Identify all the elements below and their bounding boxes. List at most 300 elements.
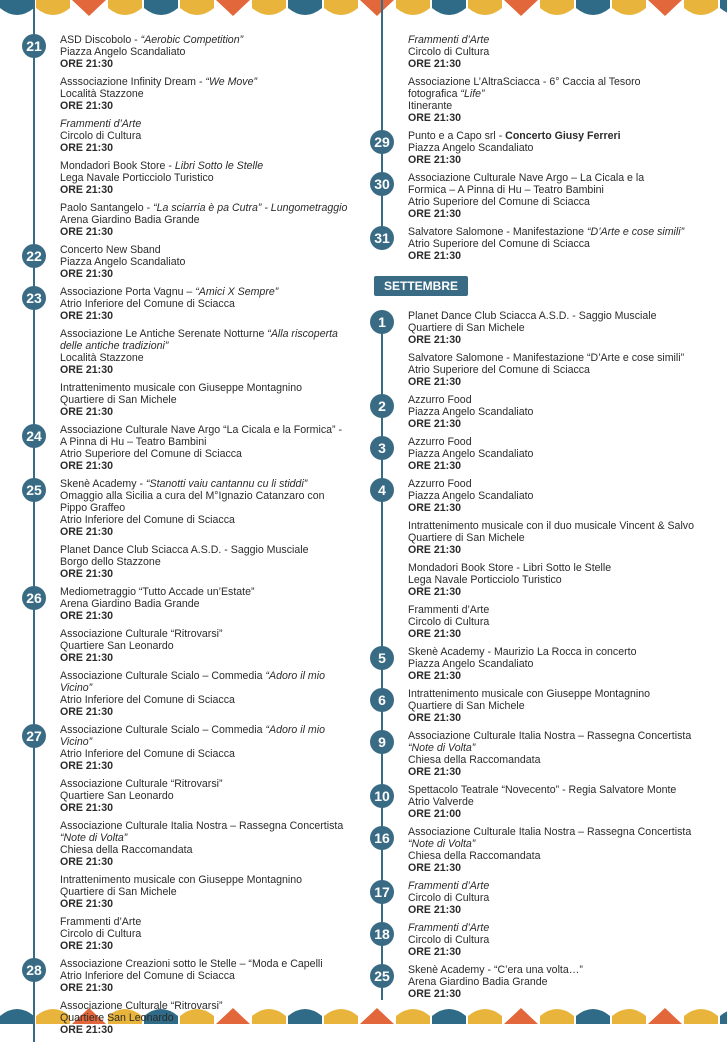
event-line — [408, 436, 710, 448]
event-time: ORE 21:00 — [408, 808, 461, 820]
event-item — [60, 670, 357, 718]
event-time: ORE 21:30 — [408, 766, 461, 778]
event-text: Planet Dance Club Sciacca A.S.D. - Saggio Musciale — [60, 544, 309, 556]
event-line — [60, 832, 357, 844]
event-line — [408, 142, 710, 154]
event-time: ORE 21:30 — [408, 250, 461, 262]
event-line — [60, 820, 357, 832]
event-text: Atrio Inferiore del Comune di Sciacca — [60, 694, 235, 706]
day-number-badge: 1 — [370, 310, 394, 334]
event-item — [60, 34, 357, 70]
event-line — [60, 724, 357, 736]
event-item — [408, 880, 710, 916]
border-shape — [396, 1009, 430, 1024]
border-shape — [540, 1009, 574, 1024]
day-block — [370, 172, 710, 220]
event-time: ORE 21:30 — [60, 1024, 113, 1036]
event-text: “Note di Volta” — [408, 742, 476, 754]
border-shape — [0, 0, 34, 15]
event-text: Circolo di Cultura — [408, 46, 490, 58]
event-item — [408, 76, 710, 124]
event-item — [408, 730, 710, 778]
event-time: ORE 21:30 — [408, 862, 461, 874]
day-block — [22, 34, 357, 238]
day-block — [370, 784, 710, 820]
day-block — [370, 436, 710, 472]
event-line — [408, 574, 710, 586]
event-text: Chiesa della Raccomandata — [408, 754, 541, 766]
event-text: Associazione Culturale Italia Nostra – Rassegna Concertista — [408, 730, 692, 742]
event-text: Frammenti d’Arte — [408, 34, 490, 46]
day-block — [370, 826, 710, 874]
day-block — [22, 586, 357, 718]
event-text: Associazione Culturale “Ritrovarsi” — [60, 1000, 223, 1012]
day-number-badge: 23 — [22, 286, 46, 310]
event-time: ORE 21:30 — [408, 334, 461, 346]
day-number-badge: 25 — [22, 478, 46, 502]
border-shape — [216, 0, 250, 16]
event-time: ORE 21:30 — [408, 58, 461, 70]
event-line — [408, 688, 710, 700]
event-line — [60, 598, 357, 610]
event-text: Libri Sotto le Stelle — [174, 160, 264, 172]
day-number-badge: 26 — [22, 586, 46, 610]
event-line — [408, 478, 710, 490]
event-text: “We Move” — [205, 76, 258, 88]
event-line — [60, 352, 357, 364]
event-time: ORE 21:30 — [408, 628, 461, 640]
event-line — [60, 394, 357, 406]
event-text: Intrattenimento musicale con Giuseppe Montagnino — [60, 382, 303, 394]
event-time: ORE 21:30 — [408, 208, 461, 220]
event-line — [408, 838, 710, 850]
day-number-badge: 25 — [370, 964, 394, 988]
day-number-badge: 30 — [370, 172, 394, 196]
day-block — [370, 34, 710, 124]
event-text: Arena Giardino Badia Grande — [60, 598, 200, 610]
event-item — [408, 922, 710, 958]
event-line — [408, 364, 710, 376]
event-text: Circolo di Cultura — [408, 934, 490, 946]
event-text: Piazza Angelo Scandaliato — [408, 490, 534, 502]
event-text: Associazione Culturale Italia Nostra – Rassegna Concertista — [60, 820, 344, 832]
event-item — [60, 874, 357, 910]
event-text: Atrio Superiore del Comune di Sciacca — [408, 364, 590, 376]
border-shape — [108, 0, 142, 15]
event-text: Salvatore Salomone - Manifestazione — [408, 226, 588, 238]
day-number-badge: 9 — [370, 730, 394, 754]
event-time: ORE 21:30 — [408, 586, 461, 598]
event-item — [60, 76, 357, 112]
event-text: Arena Giardino Badia Grande — [60, 214, 200, 226]
day-number-badge: 10 — [370, 784, 394, 808]
day-block — [22, 244, 357, 280]
event-line — [60, 886, 357, 898]
event-text: Asssociazione Infinity Dream - — [60, 76, 206, 88]
event-time: ORE 21:30 — [408, 154, 461, 166]
event-text: Intrattenimento musicale con Giuseppe Montagnino — [60, 874, 303, 886]
event-item — [60, 628, 357, 664]
event-text: Quartiere di San Michele — [408, 700, 525, 712]
event-text: Vicino” — [60, 736, 93, 748]
event-line — [60, 970, 357, 982]
event-text: Associazione Culturale Italia Nostra – Rassegna Concertista — [408, 826, 692, 838]
event-text: Frammenti d’Arte — [60, 916, 142, 928]
event-line — [60, 958, 357, 970]
event-line — [60, 130, 357, 142]
border-shape — [252, 0, 286, 15]
event-time: ORE 21:30 — [408, 544, 461, 556]
event-line — [60, 844, 357, 856]
event-time: ORE 21:30 — [60, 142, 113, 154]
border-shape — [468, 0, 502, 15]
border-shape — [612, 1009, 646, 1024]
event-line — [408, 922, 710, 934]
event-text: Skenè Academy - — [60, 478, 146, 490]
day-number-badge: 2 — [370, 394, 394, 418]
event-line — [408, 34, 710, 46]
border-shape — [360, 1008, 394, 1024]
event-line — [408, 730, 710, 742]
event-text: Quartiere di San Michele — [60, 394, 177, 406]
event-item — [60, 958, 357, 994]
event-text: Località Stazzone — [60, 88, 144, 100]
event-text: Associazione L’AltraSciacca - 6° Caccia al Tesoro — [408, 76, 641, 88]
event-text: Mediometraggio “Tutto Accade un’Estate” — [60, 586, 255, 598]
day-block — [22, 424, 357, 472]
event-line — [408, 562, 710, 574]
event-line — [408, 226, 710, 238]
month-heading: SETTEMBRE — [374, 276, 468, 296]
day-block — [370, 130, 710, 166]
event-text: Skenè Academy - “C’era una volta…” — [408, 964, 583, 976]
event-line — [60, 514, 357, 526]
event-line — [60, 436, 357, 448]
event-item — [408, 130, 710, 166]
event-line — [408, 700, 710, 712]
schedule-column-right — [370, 34, 710, 1006]
event-line — [408, 754, 710, 766]
day-block — [22, 958, 357, 1036]
event-time: ORE 21:30 — [60, 898, 113, 910]
day-number-badge: 28 — [22, 958, 46, 982]
event-time: ORE 21:30 — [60, 856, 113, 868]
day-number-badge: 24 — [22, 424, 46, 448]
event-item — [408, 520, 710, 556]
border-shape — [648, 1008, 682, 1024]
event-time: ORE 21:30 — [60, 568, 113, 580]
day-number-badge: 3 — [370, 436, 394, 460]
event-text: Quartiere di San Michele — [408, 532, 525, 544]
event-line — [60, 244, 357, 256]
event-line — [60, 214, 357, 226]
event-time: ORE 21:30 — [408, 376, 461, 388]
border-shape — [72, 0, 106, 16]
border-shape — [144, 0, 178, 15]
event-text: Piazza Angelo Scandaliato — [408, 142, 534, 154]
event-line — [60, 448, 357, 460]
event-line — [60, 790, 357, 802]
event-line — [408, 658, 710, 670]
event-time: ORE 21:30 — [60, 58, 113, 70]
event-text: Piazza Angelo Scandaliato — [408, 406, 534, 418]
event-line — [408, 88, 710, 100]
event-line — [60, 736, 357, 748]
event-line — [408, 646, 710, 658]
event-text: Chiesa della Raccomandata — [408, 850, 541, 862]
event-line — [408, 784, 710, 796]
event-text: Formica – A Pinna di Hu – Teatro Bambini — [408, 184, 604, 196]
event-time: ORE 21:30 — [60, 526, 113, 538]
day-block — [370, 310, 710, 388]
event-time: ORE 21:30 — [60, 184, 113, 196]
event-line — [408, 892, 710, 904]
day-number-badge: 22 — [22, 244, 46, 268]
event-time: ORE 21:30 — [60, 310, 113, 322]
event-item — [408, 226, 710, 262]
event-item — [408, 436, 710, 472]
event-line — [60, 544, 357, 556]
event-line — [408, 352, 710, 364]
day-number-badge: 31 — [370, 226, 394, 250]
event-text: Circolo di Cultura — [60, 130, 142, 142]
event-item — [408, 394, 710, 430]
event-time: ORE 21:30 — [408, 904, 461, 916]
day-block — [370, 226, 710, 262]
event-line — [60, 1000, 357, 1012]
event-text: Azzurro Food — [408, 436, 472, 448]
event-line — [408, 490, 710, 502]
event-text: Circolo di Cultura — [408, 892, 490, 904]
event-line — [408, 196, 710, 208]
event-text: Intrattenimento musicale con Giuseppe Montagnino — [408, 688, 651, 700]
event-time: ORE 21:30 — [60, 940, 113, 952]
event-item — [60, 160, 357, 196]
event-line — [60, 1012, 357, 1024]
event-line — [408, 394, 710, 406]
border-shape — [684, 1009, 718, 1024]
event-text: Pippo Graffeo — [60, 502, 126, 514]
event-line — [60, 490, 357, 502]
event-text: “Alla riscoperta — [267, 328, 338, 340]
event-text: Mondadori Book Store - — [60, 160, 175, 172]
border-shape — [576, 1009, 610, 1024]
event-item — [60, 202, 357, 238]
event-time: ORE 21:30 — [408, 670, 461, 682]
border-shape — [432, 1009, 466, 1024]
event-text: Lega Navale Porticciolo Turistico — [408, 574, 562, 586]
event-text: Mondadori Book Store - Libri Sotto le Stelle — [408, 562, 612, 574]
border-shape — [504, 1008, 538, 1024]
day-number-badge: 29 — [370, 130, 394, 154]
event-text: Atrio Inferiore del Comune di Sciacca — [60, 514, 235, 526]
event-text: Associazione Creazioni sotto le Stelle – “Moda e Capelli — [60, 958, 323, 970]
event-line — [60, 928, 357, 940]
day-number-badge: 27 — [22, 724, 46, 748]
event-text: Omaggio alla Sicilia a cura del M°Ignazio Catanzaro con — [60, 490, 325, 502]
event-item — [408, 352, 710, 388]
event-text: “Aerobic Competition” — [140, 34, 244, 46]
event-item — [408, 562, 710, 598]
event-item — [60, 244, 357, 280]
day-block — [370, 478, 710, 640]
event-line — [60, 298, 357, 310]
day-number-badge: 5 — [370, 646, 394, 670]
event-text: “D’Arte e cose simili” — [587, 226, 685, 238]
event-item — [60, 820, 357, 868]
event-text: Associazione Culturale Scialo – Commedia — [60, 724, 266, 736]
event-line — [408, 184, 710, 196]
event-text: Località Stazzone — [60, 352, 144, 364]
event-time: ORE 21:30 — [60, 364, 113, 376]
border-shape — [432, 0, 466, 15]
event-text: “Stanotti vaiu cantannu cu li stiddi” — [145, 478, 308, 490]
event-text: Salvatore Salomone - Manifestazione “D’Arte e cose simili” — [408, 352, 685, 364]
decorative-border-top — [0, 0, 727, 18]
event-text: Piazza Angelo Scandaliato — [60, 256, 186, 268]
day-block — [370, 730, 710, 778]
event-text: “Adoro il mio — [265, 724, 325, 736]
event-line — [408, 742, 710, 754]
event-text: Associazione Culturale Nave Argo “La Cicala e la Formica” - — [60, 424, 343, 436]
event-item — [408, 784, 710, 820]
event-text: Frammenti d’Arte — [408, 922, 490, 934]
day-number-badge: 4 — [370, 478, 394, 502]
event-line — [60, 748, 357, 760]
event-item — [60, 118, 357, 154]
event-item — [60, 286, 357, 322]
event-line — [60, 46, 357, 58]
event-item — [60, 586, 357, 622]
day-block — [22, 478, 357, 580]
event-text: Atrio Valverde — [408, 796, 474, 808]
event-line — [408, 616, 710, 628]
event-item — [60, 544, 357, 580]
event-line — [60, 916, 357, 928]
day-number-badge: 6 — [370, 688, 394, 712]
event-time: ORE 21:30 — [60, 652, 113, 664]
event-item — [408, 34, 710, 70]
event-item — [408, 310, 710, 346]
border-shape — [324, 0, 358, 15]
event-time: ORE 21:30 — [408, 946, 461, 958]
event-line — [408, 322, 710, 334]
border-shape — [540, 0, 574, 15]
event-line — [60, 694, 357, 706]
day-block — [370, 688, 710, 724]
event-text: Piazza Angelo Scandaliato — [60, 46, 186, 58]
event-item — [60, 724, 357, 772]
event-line — [60, 382, 357, 394]
event-text: Frammenti d’Arte — [60, 118, 142, 130]
event-item — [60, 328, 357, 376]
border-shape — [720, 0, 727, 15]
event-time: ORE 21:30 — [408, 418, 461, 430]
event-text: Circolo di Cultura — [60, 928, 142, 940]
event-text: Quartiere di San Michele — [408, 322, 525, 334]
event-text: Piazza Angelo Scandaliato — [408, 448, 534, 460]
day-block — [370, 394, 710, 430]
day-number-badge: 17 — [370, 880, 394, 904]
event-text: Azzurro Food — [408, 478, 472, 490]
event-time: ORE 21:30 — [60, 802, 113, 814]
border-shape — [720, 1009, 727, 1024]
event-text: Atrio Inferiore del Comune di Sciacca — [60, 298, 235, 310]
september-section — [370, 310, 710, 1000]
border-shape — [648, 0, 682, 16]
event-text: “Note di Volta” — [60, 832, 128, 844]
event-item — [60, 778, 357, 814]
schedule-column-left — [22, 34, 357, 1042]
event-text: Piazza Angelo Scandaliato — [408, 658, 534, 670]
event-text: Associazione Culturale “Ritrovarsi” — [60, 628, 223, 640]
border-shape — [396, 0, 430, 15]
event-time: ORE 21:30 — [408, 460, 461, 472]
event-item — [60, 424, 357, 472]
event-line — [60, 328, 357, 340]
event-text: Atrio Superiore del Comune di Sciacca — [60, 448, 242, 460]
event-text: Associazione Le Antiche Serenate Notturne — [60, 328, 268, 340]
border-shape — [360, 0, 394, 16]
event-line — [60, 118, 357, 130]
event-item — [408, 646, 710, 682]
day-block — [22, 724, 357, 952]
event-text: Borgo dello Stazzone — [60, 556, 161, 568]
day-number-badge: 21 — [22, 34, 46, 58]
event-line — [60, 778, 357, 790]
event-text: Associazione Culturale “Ritrovarsi” — [60, 778, 223, 790]
event-time: ORE 21:30 — [60, 406, 113, 418]
event-time: ORE 21:30 — [408, 712, 461, 724]
event-line — [408, 406, 710, 418]
event-text: A Pinna di Hu – Teatro Bambini — [60, 436, 207, 448]
event-time: ORE 21:30 — [408, 112, 461, 124]
event-line — [60, 586, 357, 598]
event-line — [60, 478, 357, 490]
event-text: Associazione Porta Vagnu – — [60, 286, 196, 298]
event-text: Lega Navale Porticciolo Turistico — [60, 172, 214, 184]
event-text: Chiesa della Raccomandata — [60, 844, 193, 856]
event-time: ORE 21:30 — [60, 760, 113, 772]
border-shape — [180, 0, 214, 15]
event-text: Planet Dance Club Sciacca A.S.D. - Saggio Musciale — [408, 310, 657, 322]
event-line — [408, 826, 710, 838]
event-line — [408, 238, 710, 250]
day-block — [22, 286, 357, 418]
event-text: Itinerante — [408, 100, 453, 112]
event-text: Atrio Superiore del Comune di Sciacca — [408, 238, 590, 250]
event-text: Atrio Inferiore del Comune di Sciacca — [60, 748, 235, 760]
event-text: “Note di Volta” — [408, 838, 476, 850]
event-item — [60, 478, 357, 538]
event-text: “Adoro il mio Vicino” — [60, 670, 325, 694]
event-text: Associazione Culturale Scialo – Commedia — [60, 670, 266, 682]
event-line — [408, 976, 710, 988]
event-line — [408, 100, 710, 112]
day-block — [370, 646, 710, 682]
event-item — [408, 172, 710, 220]
border-shape — [612, 0, 646, 15]
event-line — [60, 670, 357, 694]
event-text: ASD Discobolo - — [60, 34, 141, 46]
border-shape — [36, 0, 70, 15]
event-line — [408, 934, 710, 946]
event-line — [60, 556, 357, 568]
event-text: Circolo di Cultura — [408, 616, 490, 628]
event-line — [60, 874, 357, 886]
day-block — [370, 922, 710, 958]
border-shape — [576, 0, 610, 15]
